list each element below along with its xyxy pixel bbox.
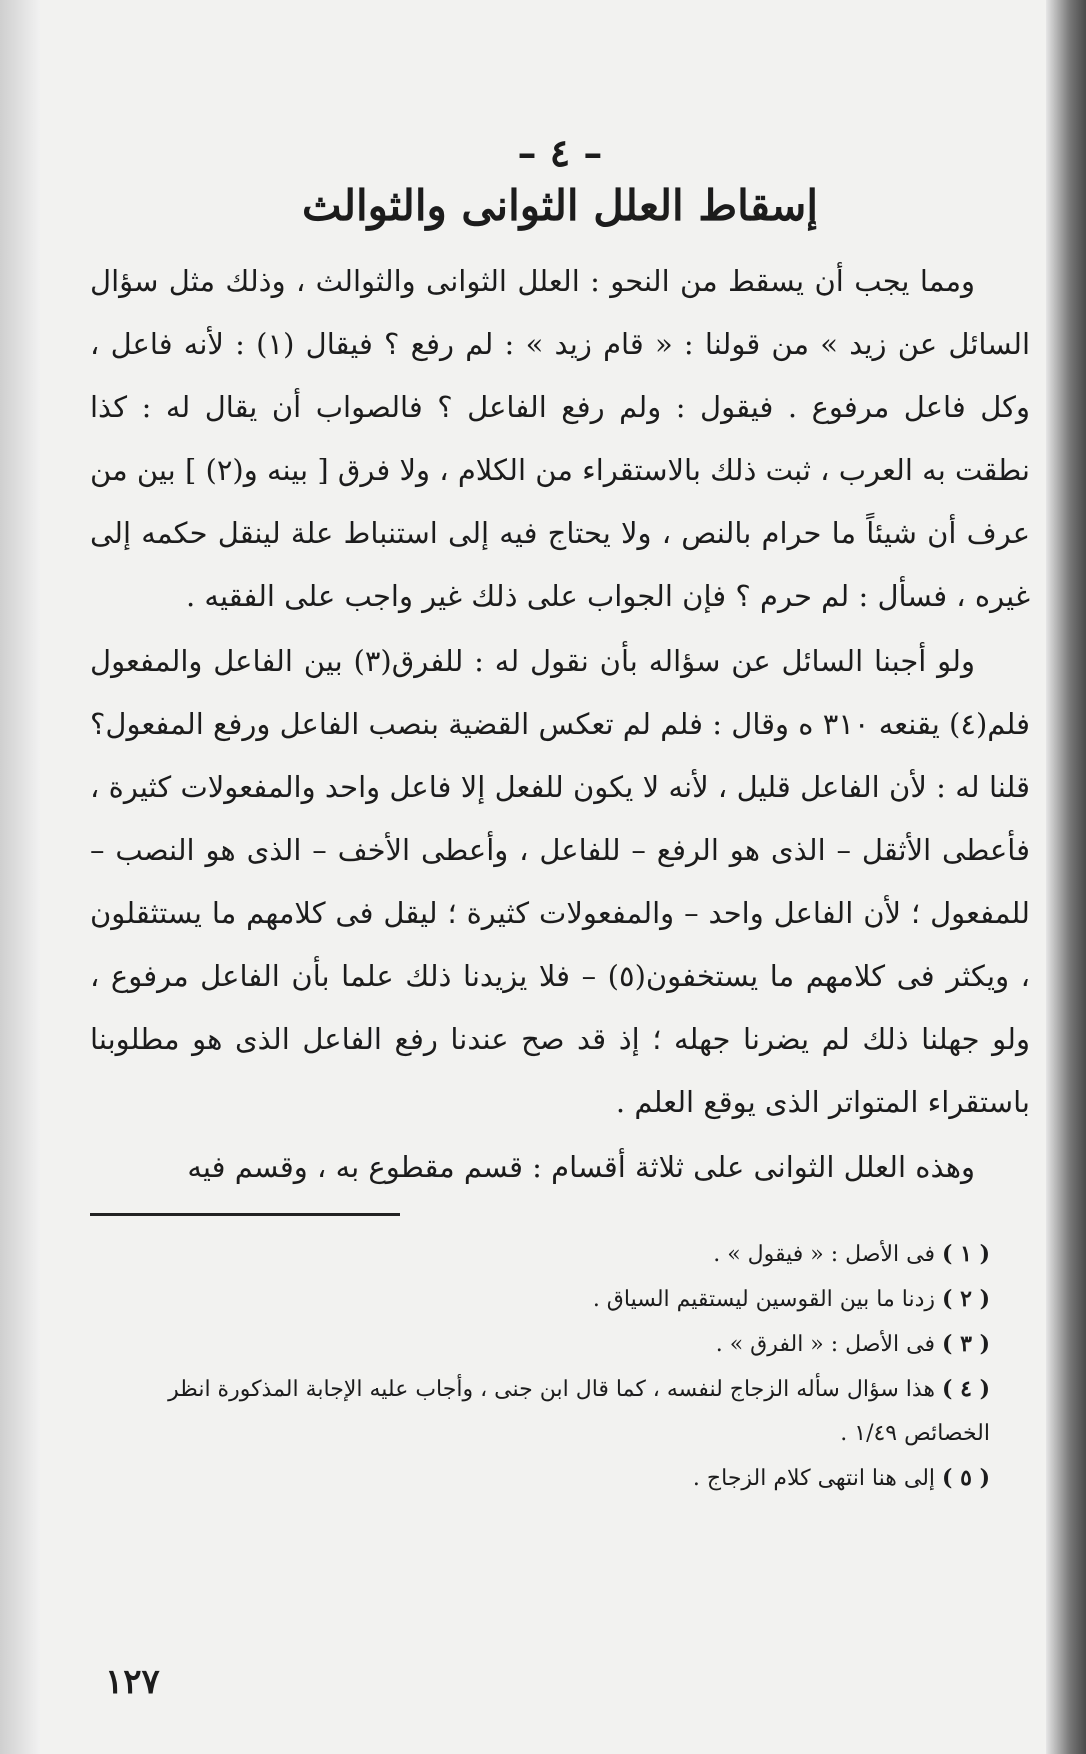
footnote-4 xyxy=(90,1367,1030,1456)
page-content xyxy=(90,130,1030,1501)
footnote-1 xyxy=(90,1232,1030,1277)
footnote-separator xyxy=(90,1213,400,1216)
footnote-text: فى الأصل : « الفرق » . xyxy=(715,1332,936,1357)
chapter-title: إسقاط العلل الثوانى والثوالث xyxy=(301,181,819,230)
footnote-number: ( ٢ ) xyxy=(942,1286,990,1312)
footnote-text: فى الأصل : « فيقول » . xyxy=(713,1242,936,1267)
footnote-number: ( ١ ) xyxy=(942,1241,990,1267)
paragraph-3: وهذه العلل الثوانى على ثلاثة أقسام : قسم مقطوع به ، وقسم فيه xyxy=(187,1150,975,1184)
footnote-text: إلى هنا انتهى كلام الزجاج . xyxy=(692,1466,936,1491)
footnote-2 xyxy=(90,1277,1030,1322)
paragraph-2: ولو أجبنا السائل عن سؤاله بأن نقول له : للفرق(٣) بين الفاعل والمفعول فلم(٤) يقنعه ٣١٠ ه وقال : فلم لم تعكس القضية بنصب الفاعل ورفع المفعول؟ قلنا له : لأن الفاعل قليل ، لأنه لا يكون للفعل إلا فاعل واحد والمفعولات كثيرة ، فأعطى الأثقل – الذى هو الرفع – للفاعل ، وأعطى الأخف – الذى هو النصب – للمفعول ؛ لأن الفاعل واحد – والمفعولات كثيرة ؛ ليقل فى كلامهم ما يستثقلون ، ويكثر فى كلامهم ما يستخفون(٥) – فلا يزيدنا ذلك علما بأن الفاعل مرفوع ، ولو جهلنا ذلك لم يضرنا جهله ؛ إذ قد صح عندنا رفع الفاعل الذى هو مطلوبنا باستقراء المتواتر الذى يوقع العلم . xyxy=(90,644,1031,1119)
footnote-number: ( ٣ ) xyxy=(942,1331,990,1357)
book-binding-shadow xyxy=(1046,0,1086,1754)
footnote-number: ( ٤ ) xyxy=(942,1376,990,1402)
section-number: – ٤ – xyxy=(517,130,603,175)
footnote-number: ( ٥ ) xyxy=(942,1465,990,1491)
footnote-3 xyxy=(90,1322,1030,1367)
body-text xyxy=(90,250,1030,1199)
footnote-text: هذا سؤال سأله الزجاج لنفسه ، كما قال ابن جنى ، وأجاب عليه الإجابة المذكورة انظر الخصائص ١/٤٩ . xyxy=(168,1377,990,1446)
footnote-5 xyxy=(90,1456,1030,1501)
page-folio-number: ١٢٧ xyxy=(105,1662,160,1702)
footnotes xyxy=(90,1232,1030,1501)
paragraph-1: ومما يجب أن يسقط من النحو : العلل الثوانى والثوالث ، وذلك مثل سؤال السائل عن زيد » من قولنا : « قام زيد » : لم رفع ؟ فيقال (١) : لأنه فاعل ، وكل فاعل مرفوع . فيقول : ولم رفع الفاعل ؟ فالصواب أن يقال له : كذا نطقت به العرب ، ثبت ذلك بالاستقراء من الكلام ، ولا فرق [ بينه و(٢) ] بين من عرف أن شيئاً ما حرام بالنص ، ولا يحتاج فيه إلى استنباط علة لينقل حكمه إلى غيره ، فسأل : لم حرم ؟ فإن الجواب على ذلك غير واجب على الفقيه . xyxy=(90,264,1031,613)
page-edge-left xyxy=(0,0,40,1754)
footnote-text: زدنا ما بين القوسين ليستقيم السياق . xyxy=(592,1287,936,1312)
